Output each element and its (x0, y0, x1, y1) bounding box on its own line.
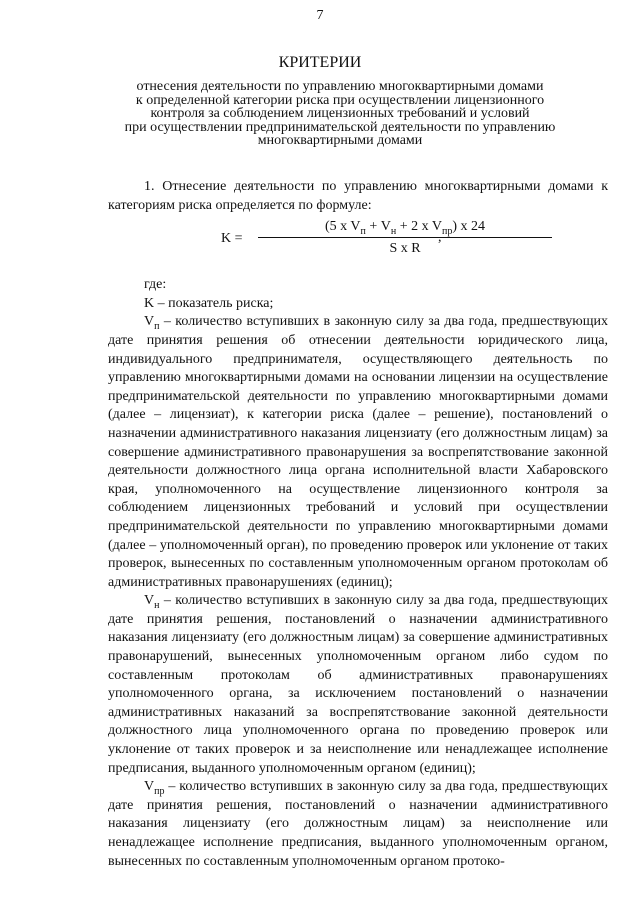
page-number: 7 (316, 8, 324, 23)
definition-vn: $V_н$ – количество вступивших в законную силу за два года, предшествующих дате принятия решения, постановлений о назначении административного наказания лицензиату (его должностным лицам) за совершение административных правонарушений, вынесенных уполномоченным органом либо судом по составленным протоколам об административных правонарушениях уполномоченного органа, за исключением постановлений о назначении административных наказаний за воспрепятствование законной деятельности должностного лица уполномоченного органа по проведению проверок или уклонение от таких проверок и за неисполнение или ненадлежащее исполнение предписания, выданного уполномоченным органом (единиц); (108, 593, 608, 776)
where-label: где: (144, 277, 167, 293)
document-body (108, 178, 608, 871)
fraction-bar (258, 237, 552, 238)
formula-denominator: S x R (389, 241, 421, 257)
subtitle-line: многоквартирными домами (257, 133, 423, 148)
subtitle-line: отнесения деятельности по управлению многоквартирными домами (136, 79, 544, 94)
document-subtitle (90, 80, 590, 148)
definition-vp: $V_п$ – количество вступивших в законную силу за два года, предшествующих дате принятия решения об отнесении деятельности юридического лица, индивидуального предпринимателя, осуществляющего деятельность по управлению многоквартирными домами на основании лицензии на осуществление предпринимательской деятельности по управлению многоквартирными домами (далее – лицензиат), к категории риска (далее – решение), постановлений о назначении административного наказания лицензиату (его должностным лицам) за совершение административного правонарушения за воспрепятствование законной деятельности должностного лица органа исполнительной власти Хабаровского края, уполномоченного на осуществление лицензионного контроля за соблюдением лицензионных требований и условий при осуществлении предпринимательской деятельности по управлению многоквартирными домами (далее – уполномоченный орган), по проведению проверок или уклонение от таких проверок, вынесенных по составленным уполномоченным органом протоколам об административных правонарушениях (единиц); (108, 314, 608, 590)
subtitle-line: при осуществлении предпринимательской деятельности по управлению (124, 119, 556, 135)
k-definition: K – показатель риска; (144, 295, 274, 311)
risk-formula (108, 218, 608, 264)
intro-paragraph: 1. Отнесение деятельности по управлению многоквартирными домами к категориям риска определяется по формуле: (108, 179, 608, 213)
formula-comma: , (438, 230, 442, 246)
subtitle-line: к определенной категории риска при осуществлении лицензионного (135, 92, 545, 108)
formula-fraction (250, 218, 560, 258)
definition-vpr: $V_{пр}$ – количество вступивших в законную силу за два года, предшествующих дате принятия решения, постановлений о назначении административного наказания лицензиату (его должностным лицам) за неисполнение или ненадлежащее исполнение предписания, выданного уполномоченным органом, вынесенных по составленным уполномоченным органом протоко- (108, 779, 608, 869)
formula-numerator: (5 x $V_п + V_н + 2$ x $V_{пр}$) x 24 (324, 219, 486, 237)
document-title: КРИТЕРИИ (278, 54, 362, 71)
formula-lhs: K = (221, 231, 243, 247)
subtitle-line: контроля за соблюдением лицензионных требований и условий (150, 106, 530, 121)
